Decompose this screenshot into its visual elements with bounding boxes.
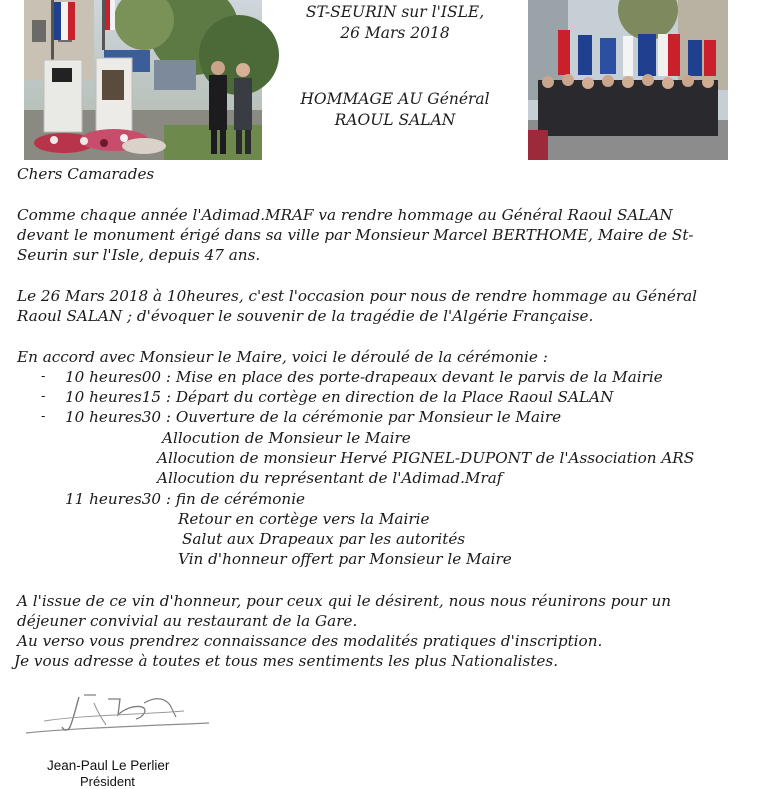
para1-line-3: Seurin sur l'Isle, depuis 47 ans. bbox=[17, 246, 261, 264]
sub-item-salut: Salut aux Drapeaux par les autorités bbox=[182, 530, 466, 548]
letter-title bbox=[262, 89, 528, 131]
para2-line-2: Raoul SALAN ; d'évoquer le souvenir de la tragédie de l'Algérie Française. bbox=[17, 307, 594, 325]
sub-item-vin: Vin d'honneur offert par Monsieur le Maire bbox=[178, 550, 512, 568]
sub-item-allocution-adimad: Allocution du représentant de l'Adimad.Mraf bbox=[157, 469, 503, 487]
date-line: 26 Mars 2018 bbox=[340, 24, 450, 42]
closing-line-1: A l'issue de ce vin d'honneur, pour ceux qui le désirent, nous nous réunirons pour un bbox=[17, 592, 672, 610]
sub-item-retour: Retour en cortège vers la Mairie bbox=[178, 510, 430, 528]
letter-place-date bbox=[262, 2, 528, 44]
sub-item-allocution-maire: Allocution de Monsieur le Maire bbox=[162, 429, 411, 447]
title-line-2: RAOUL SALAN bbox=[334, 111, 456, 129]
bullet-marker: - bbox=[41, 369, 46, 384]
handwritten-signature bbox=[24, 685, 214, 745]
bullet-marker: - bbox=[41, 389, 46, 404]
closing-line-4: Je vous adresse à toutes et tous mes sentiments les plus Nationalistes. bbox=[14, 652, 559, 670]
place-line: ST-SEURIN sur l'ISLE, bbox=[305, 3, 485, 21]
program-item-1015: 10 heures15 : Départ du cortège en direction de la Place Raoul SALAN bbox=[65, 388, 614, 406]
bullet-marker: - bbox=[41, 409, 46, 424]
signer-role: Président bbox=[80, 774, 135, 789]
flag-procession-photo bbox=[528, 0, 728, 160]
para1-line-2: devant le monument érigé dans sa ville par Monsieur Marcel BERTHOME, Maire de St- bbox=[17, 226, 694, 244]
sub-item-allocution-ars: Allocution de monsieur Hervé PIGNEL-DUPONT de l'Association ARS bbox=[157, 449, 695, 467]
signer-name: Jean-Paul Le Perlier bbox=[47, 758, 170, 773]
program-item-1000: 10 heures00 : Mise en place des porte-drapeaux devant le parvis de la Mairie bbox=[65, 368, 663, 386]
para2-line-1: Le 26 Mars 2018 à 10heures, c'est l'occasion pour nous de rendre hommage au Général bbox=[17, 287, 697, 305]
para1-line-1: Comme chaque année l'Adimad.MRAF va rendre hommage au Général Raoul SALAN bbox=[17, 206, 673, 224]
monument-ceremony-photo bbox=[24, 0, 262, 160]
program-item-1030: 10 heures30 : Ouverture de la cérémonie par Monsieur le Maire bbox=[65, 408, 562, 426]
greeting: Chers Camarades bbox=[17, 165, 155, 183]
closing-line-3: Au verso vous prendrez connaissance des modalités pratiques d'inscription. bbox=[17, 632, 603, 650]
title-line-1: HOMMAGE AU Général bbox=[300, 90, 490, 108]
closing-line-2: déjeuner convivial au restaurant de la Gare. bbox=[17, 612, 358, 630]
program-intro: En accord avec Monsieur le Maire, voici le déroulé de la cérémonie : bbox=[17, 348, 548, 366]
program-item-1130: 11 heures30 : fin de cérémonie bbox=[65, 490, 306, 508]
